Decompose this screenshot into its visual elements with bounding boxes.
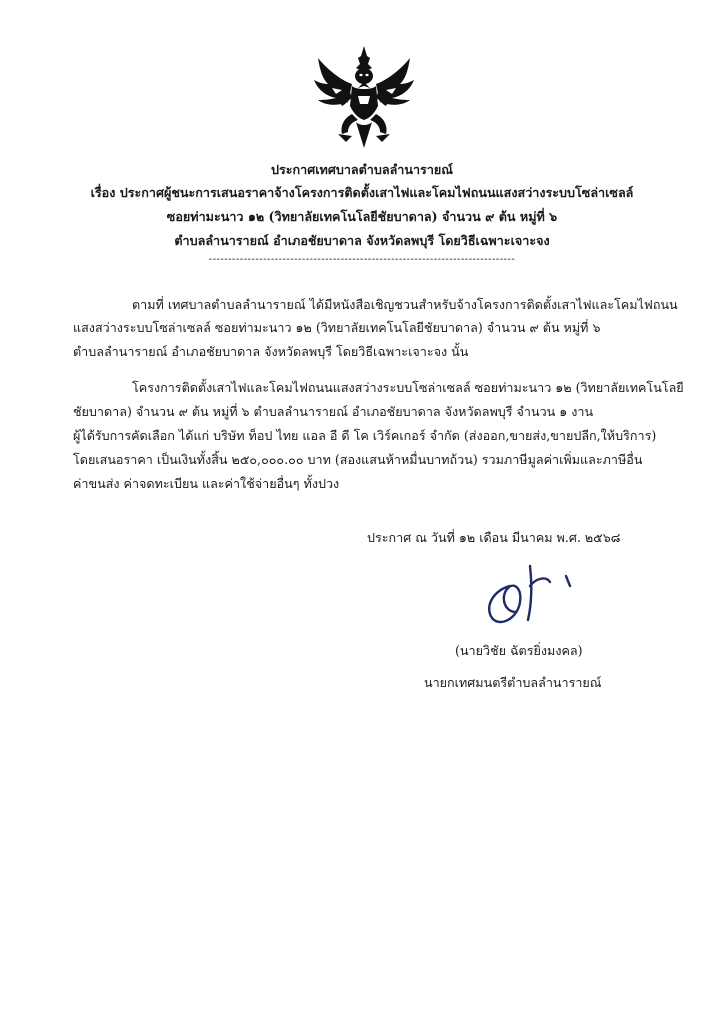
paragraph-line: โดยเสนอราคา เป็นเงินทั้งสิ้น ๒๕๐,๐๐๐.๐๐ บาท (สองแสนห้าหมื่นบาทถ้วน) รวมภาษีมูลค่าเพิ่มและภาษีอื่น [73,452,643,467]
signer-title: นายกเทศมนตรีตำบลลำนารายณ์ [424,675,602,690]
paragraph-line: แสงสว่างระบบโซล่าเซลล์ ซอยท่ามะนาว ๑๒ (วิทยาลัยเทคโนโลยีชัยบาดาล) จำนวน ๙ ต้น หมู่ที่ ๖ [73,320,601,335]
document-title: ประกาศเทศบาลตำบลลำนารายณ์ [271,162,453,177]
garuda-emblem-icon [312,44,416,150]
subject-line: เรื่อง ประกาศผู้ชนะการเสนอราคาจ้างโครงการติดตั้งเสาไฟและโคมไฟถนนแสงสว่างระบบโซล่าเซลล์ [90,185,634,200]
signature-icon [470,556,580,636]
paragraph-line: ค่าขนส่ง ค่าจดทะเบียน และค่าใช้จ่ายอื่นๆ ทั้งปวง [73,476,340,491]
paragraph-line: โครงการติดตั้งเสาไฟและโคมไฟถนนแสงสว่างระบบโซล่าเซลล์ ซอยท่ามะนาว ๑๒ (วิทยาลัยเทคโนโลยี [132,380,684,395]
announcement-date: ประกาศ ณ วันที่ ๑๒ เดือน มีนาคม พ.ศ. ๒๕๖๘ [367,530,621,545]
subject-line: ตำบลลำนารายณ์ อำเภอชัยบาดาล จังหวัดลพบุรี โดยวิธีเฉพาะเจาะจง [174,233,550,248]
header-divider: ------------------------------------------------------------------------------- [208,254,516,265]
paragraph-line: ตามที่ เทศบาลตำบลลำนารายณ์ ได้มีหนังสือเชิญชวนสำหรับจ้างโครงการติดตั้งเสาไฟและโคมไฟถนน [132,297,678,312]
subject-line: ซอยท่ามะนาว ๑๒ (วิทยาลัยเทคโนโลยีชัยบาดาล) จำนวน ๙ ต้น หมู่ที่ ๖ [166,209,558,224]
signer-name: (นายวิชัย ฉัตรยิ่งมงคล) [455,643,583,658]
paragraph-line: ตำบลลำนารายณ์ อำเภอชัยบาดาล จังหวัดลพบุรี โดยวิธีเฉพาะเจาะจง นั้น [73,344,469,359]
paragraph-line: ผู้ได้รับการคัดเลือก ได้แก่ บริษัท ท็อป ไทย แอล อี ดี โค เวิร์คเกอร์ จำกัด (ส่งออก,ขายส่ง,ขายปลีก,ให้บริการ) [73,428,657,443]
paragraph-line: ชัยบาดาล) จำนวน ๙ ต้น หมู่ที่ ๖ ตำบลลำนารายณ์ อำเภอชัยบาดาล จังหวัดลพบุรี จำนวน ๑ งาน [73,404,594,419]
